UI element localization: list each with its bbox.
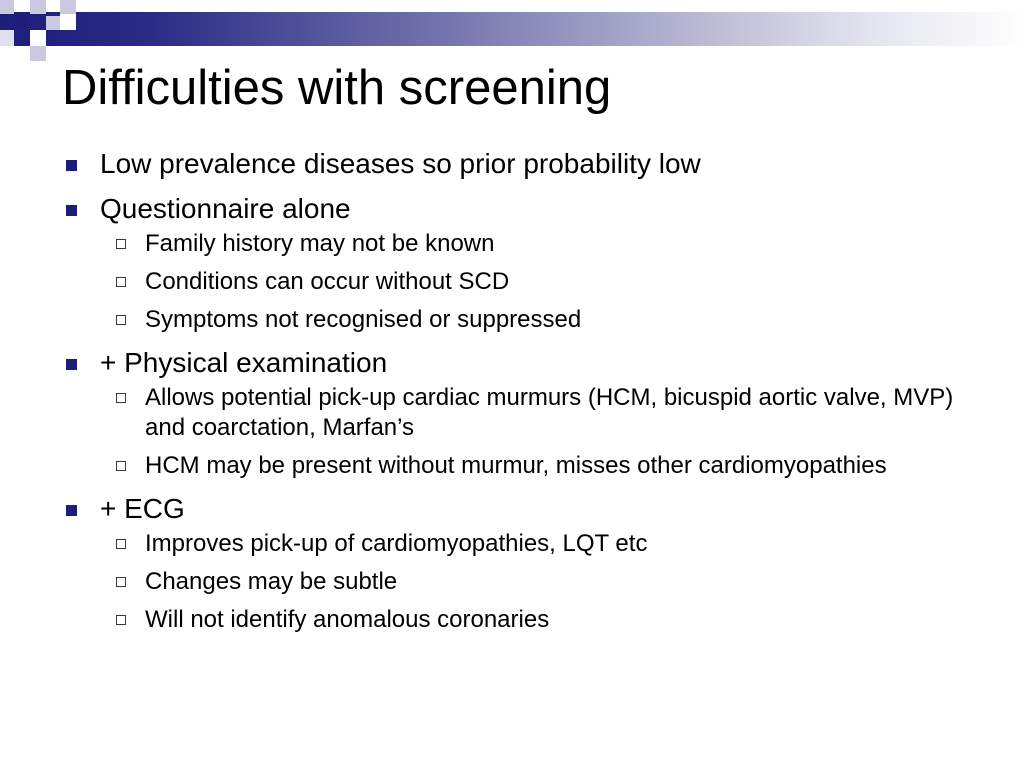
sub-bullet-item	[62, 383, 962, 443]
decorative-square	[30, 30, 46, 46]
square-bullet-icon	[66, 505, 77, 516]
sub-bullet-text: Symptoms not recognised or suppressed	[145, 306, 582, 333]
square-bullet-icon	[66, 160, 77, 171]
bullet-list	[62, 146, 962, 635]
decorative-square	[60, 0, 76, 14]
hollow-square-bullet-icon	[116, 393, 126, 403]
bullet-text: + ECG	[100, 493, 185, 524]
sub-bullet-list	[62, 529, 962, 635]
header-gradient-band	[0, 12, 1024, 46]
sub-bullet-list	[62, 229, 962, 335]
bullet-text: + Physical examination	[100, 347, 388, 378]
square-bullet-icon	[66, 205, 77, 216]
sub-bullet-item	[62, 229, 962, 259]
decorative-square	[30, 0, 46, 14]
decorative-square	[0, 30, 14, 46]
sub-bullet-item	[62, 267, 962, 297]
decorative-square	[30, 46, 46, 61]
hollow-square-bullet-icon	[116, 239, 126, 249]
decorative-square	[0, 0, 14, 14]
bullet-item	[62, 191, 962, 226]
sub-bullet-item	[62, 529, 962, 559]
hollow-square-bullet-icon	[116, 315, 126, 325]
hollow-square-bullet-icon	[116, 461, 126, 471]
sub-bullet-text: Allows potential pick-up cardiac murmurs (HCM, bicuspid aortic valve, MVP) and coarctation, Marfan’s	[145, 384, 954, 441]
hollow-square-bullet-icon	[116, 615, 126, 625]
sub-bullet-item	[62, 605, 962, 635]
sub-bullet-text: HCM may be present without murmur, misses other cardiomyopathies	[145, 452, 887, 479]
sub-bullet-text: Conditions can occur without SCD	[145, 268, 510, 295]
bullet-item	[62, 345, 962, 380]
sub-bullet-item	[62, 451, 962, 481]
sub-bullet-item	[62, 305, 962, 335]
sub-bullet-text: Family history may not be known	[145, 230, 495, 257]
bullet-text: Questionnaire alone	[100, 193, 351, 224]
sub-bullet-item	[62, 567, 962, 597]
sub-bullet-list	[62, 383, 962, 481]
bullet-item	[62, 491, 962, 526]
square-bullet-icon	[66, 359, 77, 370]
hollow-square-bullet-icon	[116, 539, 126, 549]
sub-bullet-text: Changes may be subtle	[145, 568, 398, 595]
sub-bullet-text: Will not identify anomalous coronaries	[145, 606, 550, 633]
slide-title: Difficulties with screening	[62, 61, 612, 115]
hollow-square-bullet-icon	[116, 277, 126, 287]
decorative-square	[60, 14, 76, 30]
decorative-square	[46, 16, 60, 30]
decorative-square	[14, 14, 29, 29]
hollow-square-bullet-icon	[116, 577, 126, 587]
bullet-text: Low prevalence diseases so prior probability low	[100, 148, 701, 179]
bullet-item	[62, 146, 962, 181]
sub-bullet-text: Improves pick-up of cardiomyopathies, LQT etc	[145, 530, 648, 557]
